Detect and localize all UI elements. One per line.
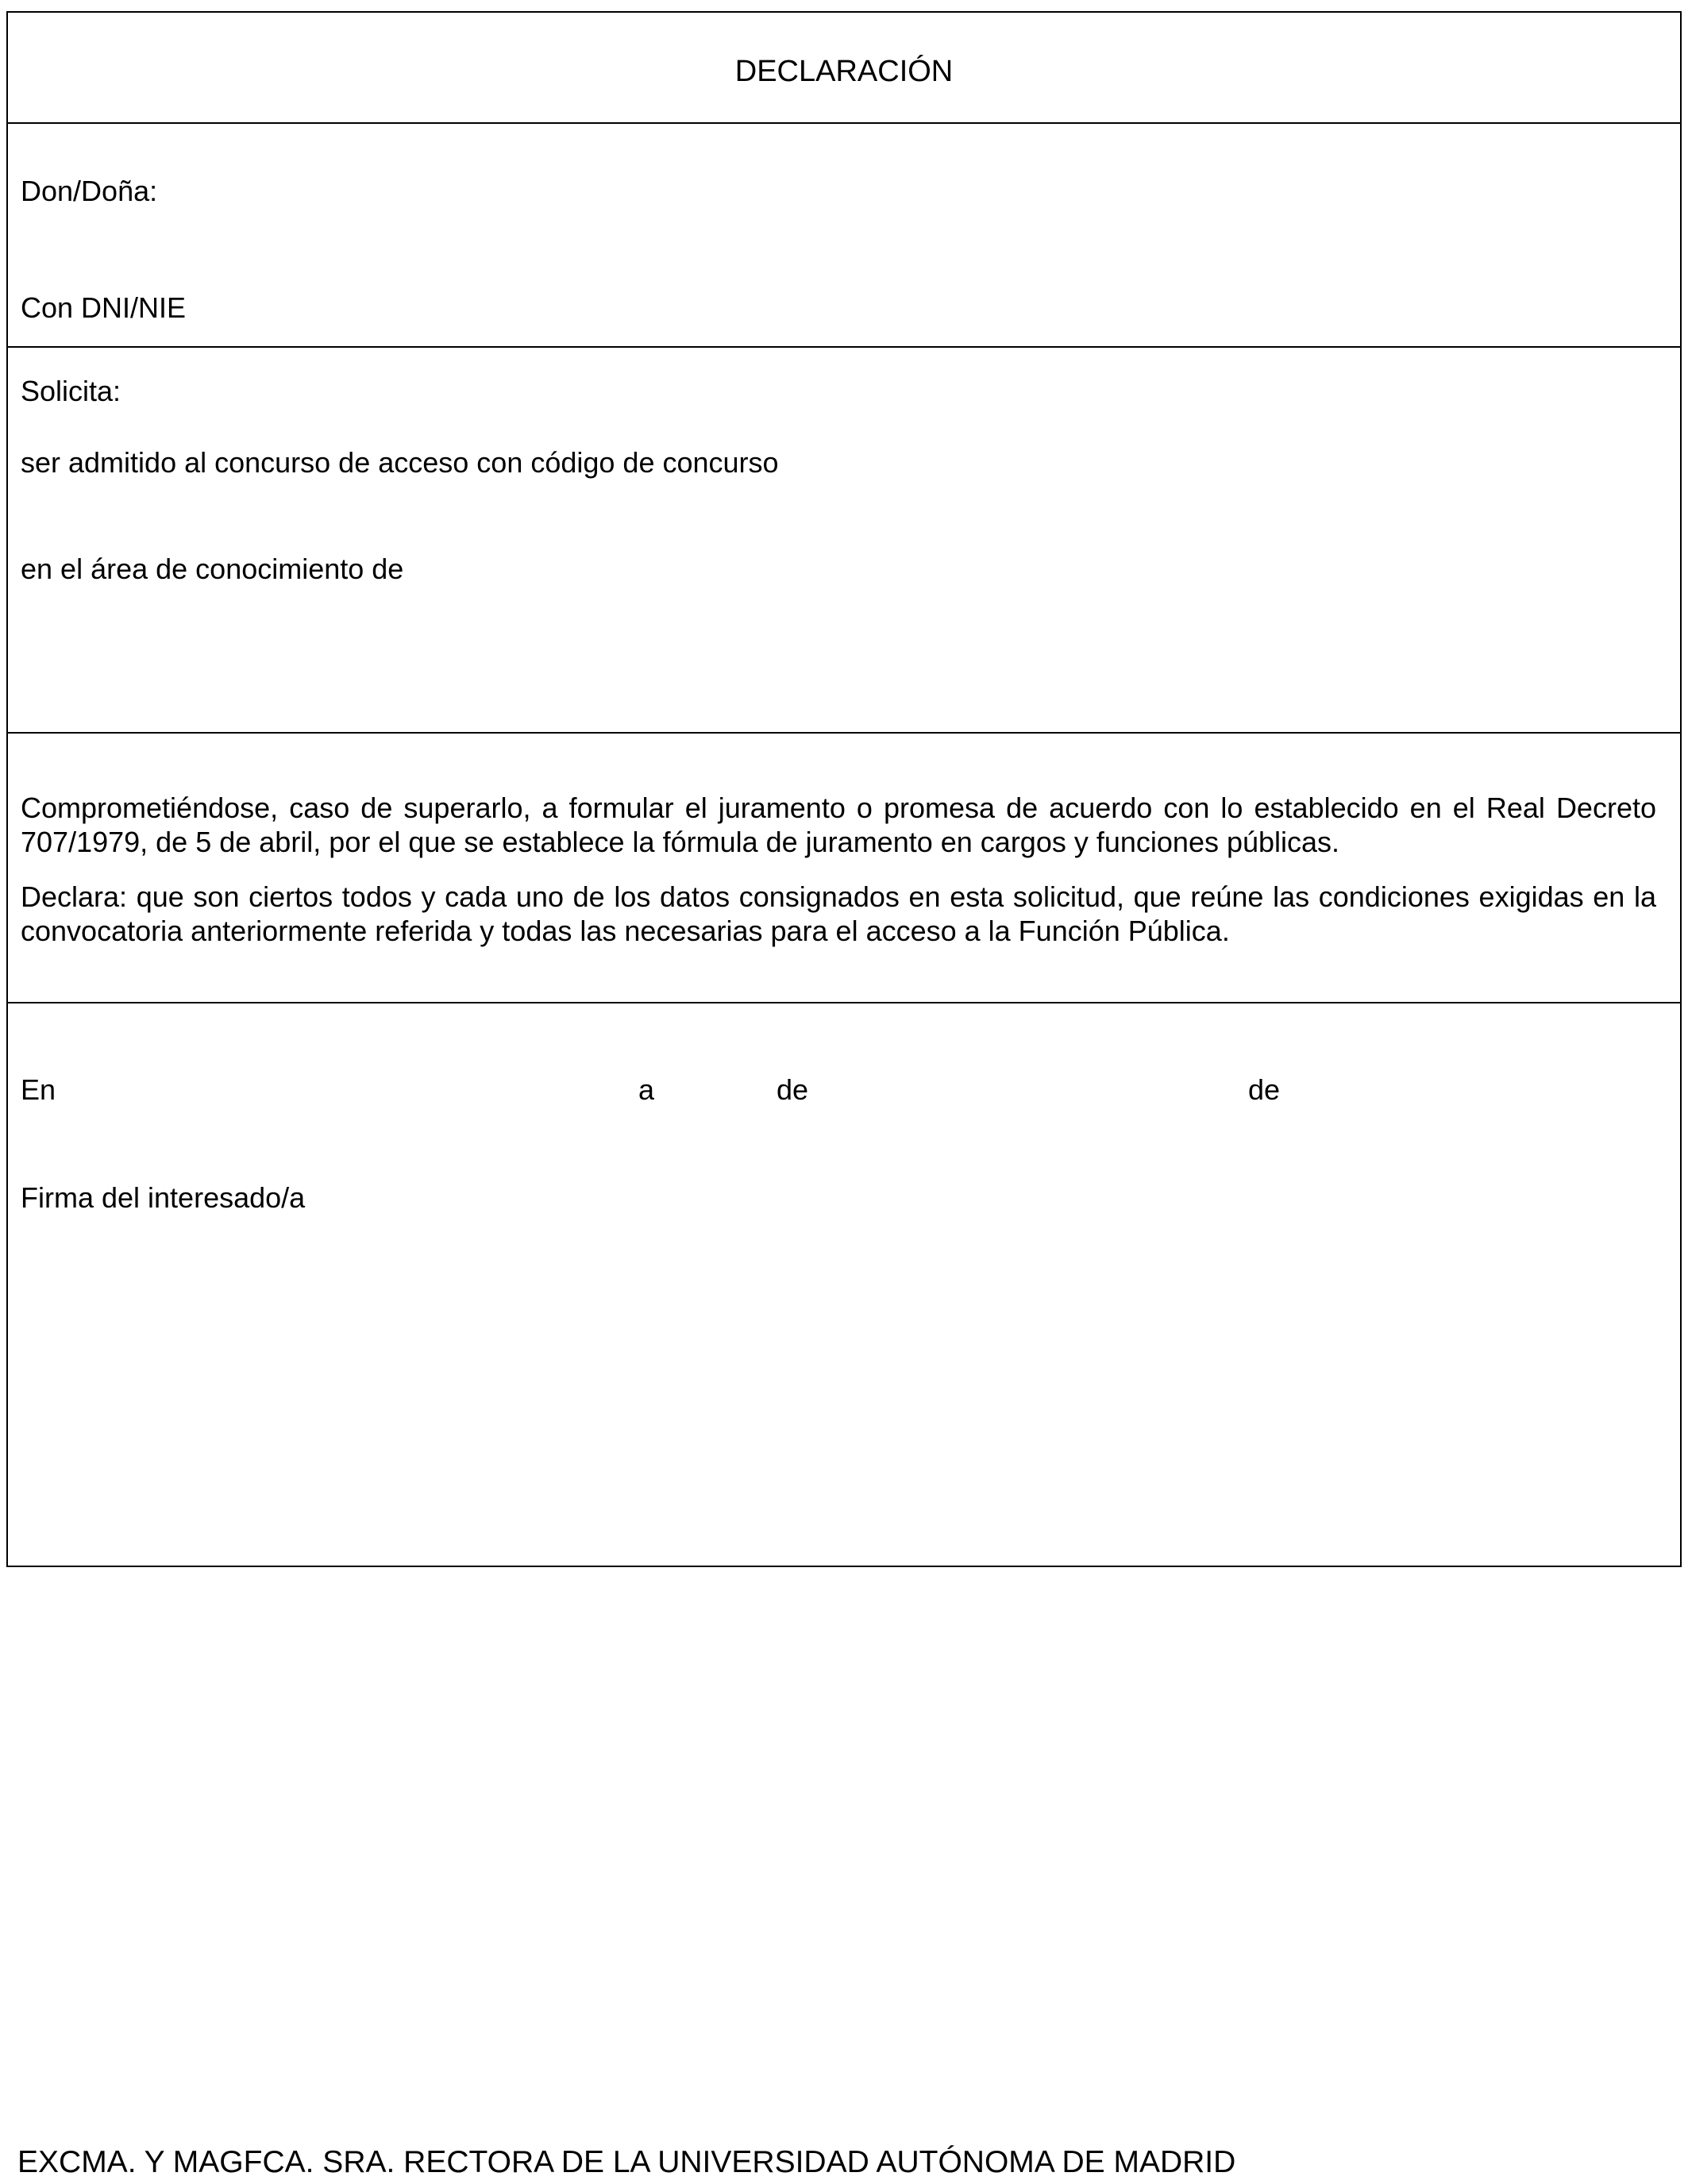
month-label: de <box>777 1073 809 1106</box>
declaration-paragraph: Declara: que son ciertos todos y cada uno de los datos consignados en esta solicitud, que reúne las condiciones exigidas en la convocatoria anteriormente referida y todas las necesarias para el acceso a la Función Pública. <box>21 880 1656 947</box>
signature-label: Firma del interesado/a <box>21 1181 306 1214</box>
identity-section <box>8 124 1680 348</box>
declaration-form <box>6 11 1682 1567</box>
declaration-section <box>8 734 1680 1003</box>
day-label: a <box>638 1073 655 1106</box>
id-label: Con DNI/NIE <box>21 291 187 324</box>
title-section <box>8 13 1680 124</box>
knowledge-area-label: en el área de conocimiento de <box>21 553 404 585</box>
request-section <box>8 348 1680 734</box>
request-heading: Solicita: <box>21 375 121 407</box>
signature-section <box>8 1003 1680 1569</box>
addressee-line: EXCMA. Y MAGFCA. SRA. RECTORA DE LA UNIVERSIDAD AUTÓNOMA DE MADRID <box>17 2145 1236 2179</box>
competition-code-label: ser admitido al concurso de acceso con código de concurso <box>21 446 779 479</box>
form-title: DECLARACIÓN <box>734 55 954 88</box>
oath-paragraph: Comprometiéndose, caso de superarlo, a formular el juramento o promesa de acuerdo con lo establecido en el Real Decreto 707/1979, de 5 de abril, por el que se establece la fórmula de juramento en cargos y funciones públicas. <box>21 792 1656 858</box>
year-label: de <box>1248 1073 1281 1106</box>
place-label: En <box>21 1073 56 1106</box>
name-label: Don/Doña: <box>21 175 158 207</box>
